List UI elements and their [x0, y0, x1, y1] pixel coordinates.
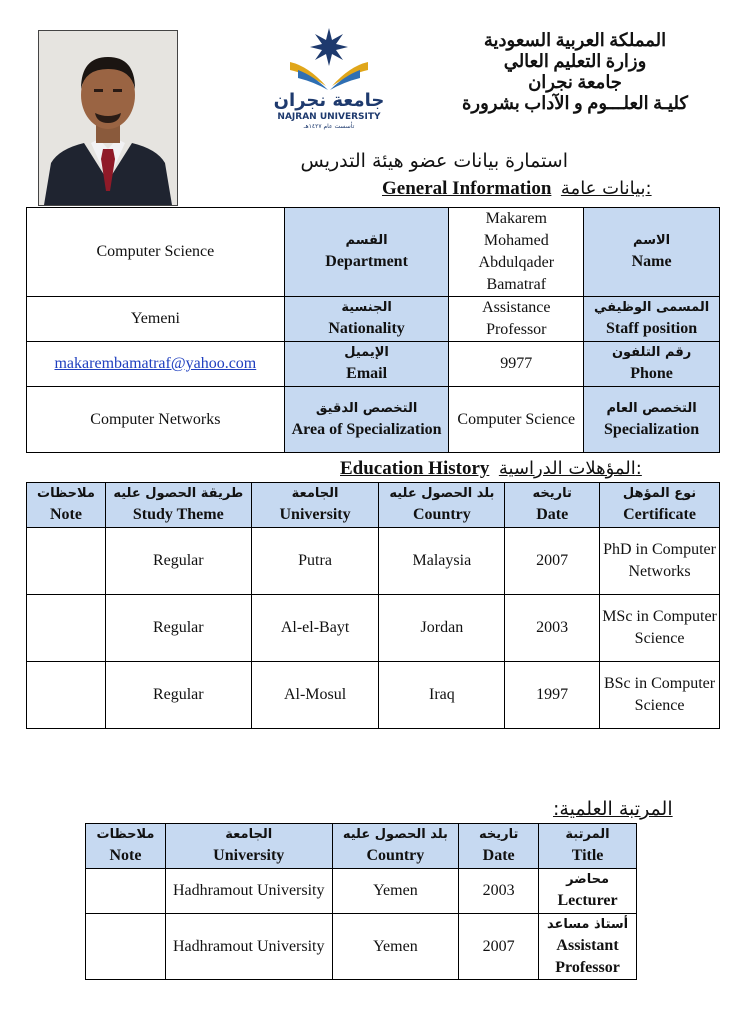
department-label: القسم Department	[284, 208, 449, 297]
edu-note	[27, 595, 106, 662]
institution-header	[445, 30, 705, 114]
header-line-1: المملكة العربية السعودية	[483, 30, 667, 50]
header-line-2: وزارة التعليم العالي	[503, 51, 647, 71]
rank-date: 2007	[459, 914, 539, 980]
portrait-image	[39, 31, 177, 205]
education-title-ar: المؤهلات الدراسية:	[498, 458, 642, 479]
edu-theme: Regular	[105, 662, 251, 729]
logo-english-text: NAJRAN UNIVERSITY	[277, 112, 381, 122]
edu-date: 1997	[505, 662, 600, 729]
edu-theme: Regular	[105, 595, 251, 662]
position-value: Assistance Professor	[449, 297, 584, 342]
edu-header-theme: طريقة الحصول عليه Study Theme	[105, 483, 251, 528]
edu-header-note: ملاحظات Note	[27, 483, 106, 528]
general-section-title	[382, 178, 652, 200]
edu-university: Al-Mosul	[251, 662, 379, 729]
logo-arabic-text: جامعة نجران	[273, 90, 385, 111]
table-row	[27, 528, 720, 595]
rank-title: أستاذ مساعد Assistant Professor	[539, 914, 637, 980]
rank-country: Yemen	[332, 869, 459, 914]
department-value: Computer Science	[27, 208, 285, 297]
edu-header-university: الجامعة University	[251, 483, 379, 528]
table-row	[86, 869, 637, 914]
edu-country: Iraq	[379, 662, 505, 729]
edu-certificate: BSc in Computer Science	[600, 662, 720, 729]
header-line-3: جامعة نجران	[528, 72, 622, 92]
area-label: التخصص الدقيق Area of Specialization	[284, 387, 449, 453]
profile-photo	[38, 30, 178, 206]
name-value: Makarem Mohamed Abdulqader Bamatraf	[449, 208, 584, 297]
rank-header-date: تاريخه Date	[459, 824, 539, 869]
edu-note	[27, 528, 106, 595]
edu-header-country: بلد الحصول عليه Country	[379, 483, 505, 528]
specialization-value: Computer Science	[449, 387, 584, 453]
general-title-ar: بيانات عامة:	[560, 178, 652, 199]
position-label: المسمى الوظيفي Staff position	[584, 297, 720, 342]
education-section-title	[340, 458, 642, 480]
rank-university: Hadhramout University	[165, 914, 332, 980]
email-value	[27, 342, 285, 387]
edu-certificate: PhD in Computer Networks	[600, 528, 720, 595]
edu-note	[27, 662, 106, 729]
rank-section-title: المرتبة العلمية:	[553, 798, 673, 820]
general-info-table	[26, 207, 720, 453]
rank-table	[85, 823, 637, 980]
edu-header-date: تاريخه Date	[505, 483, 600, 528]
rank-university: Hadhramout University	[165, 869, 332, 914]
edu-country: Malaysia	[379, 528, 505, 595]
logo-tagline: تأسست عام ١٤٢٧هـ	[303, 123, 355, 130]
rank-title: محاضر Lecturer	[539, 869, 637, 914]
university-logo	[268, 26, 390, 130]
rank-header-university: الجامعة University	[165, 824, 332, 869]
edu-country: Jordan	[379, 595, 505, 662]
nationality-label: الجنسية Nationality	[284, 297, 449, 342]
phone-value: 9977	[449, 342, 584, 387]
form-title: استمارة بيانات عضو هيئة التدريس	[300, 150, 568, 172]
edu-date: 2007	[505, 528, 600, 595]
rank-header-title: المرتبة Title	[539, 824, 637, 869]
rank-country: Yemen	[332, 914, 459, 980]
area-value: Computer Networks	[27, 387, 285, 453]
rank-header-note: ملاحظات Note	[86, 824, 166, 869]
edu-university: Al-el-Bayt	[251, 595, 379, 662]
rank-note	[86, 914, 166, 980]
rank-header-country: بلد الحصول عليه Country	[332, 824, 459, 869]
nationality-value: Yemeni	[27, 297, 285, 342]
email-link[interactable]: makarembamatraf@yahoo.com	[54, 355, 257, 372]
header-line-4: كليـة العلـــوم و الآداب بشرورة	[461, 93, 688, 113]
table-row	[86, 914, 637, 980]
specialization-label: التخصص العام Specialization	[584, 387, 720, 453]
rank-date: 2003	[459, 869, 539, 914]
phone-label: رقم التلفون Phone	[584, 342, 720, 387]
name-label: الاسم Name	[584, 208, 720, 297]
edu-date: 2003	[505, 595, 600, 662]
table-row	[27, 595, 720, 662]
edu-university: Putra	[251, 528, 379, 595]
general-title-en: General Information	[382, 178, 552, 199]
education-title-en: Education History	[340, 458, 490, 479]
edu-certificate: MSc in Computer Science	[600, 595, 720, 662]
table-row	[27, 662, 720, 729]
edu-theme: Regular	[105, 528, 251, 595]
education-table	[26, 482, 720, 729]
edu-header-certificate: نوع المؤهل Certificate	[600, 483, 720, 528]
email-label: الإيميل Email	[284, 342, 449, 387]
rank-note	[86, 869, 166, 914]
